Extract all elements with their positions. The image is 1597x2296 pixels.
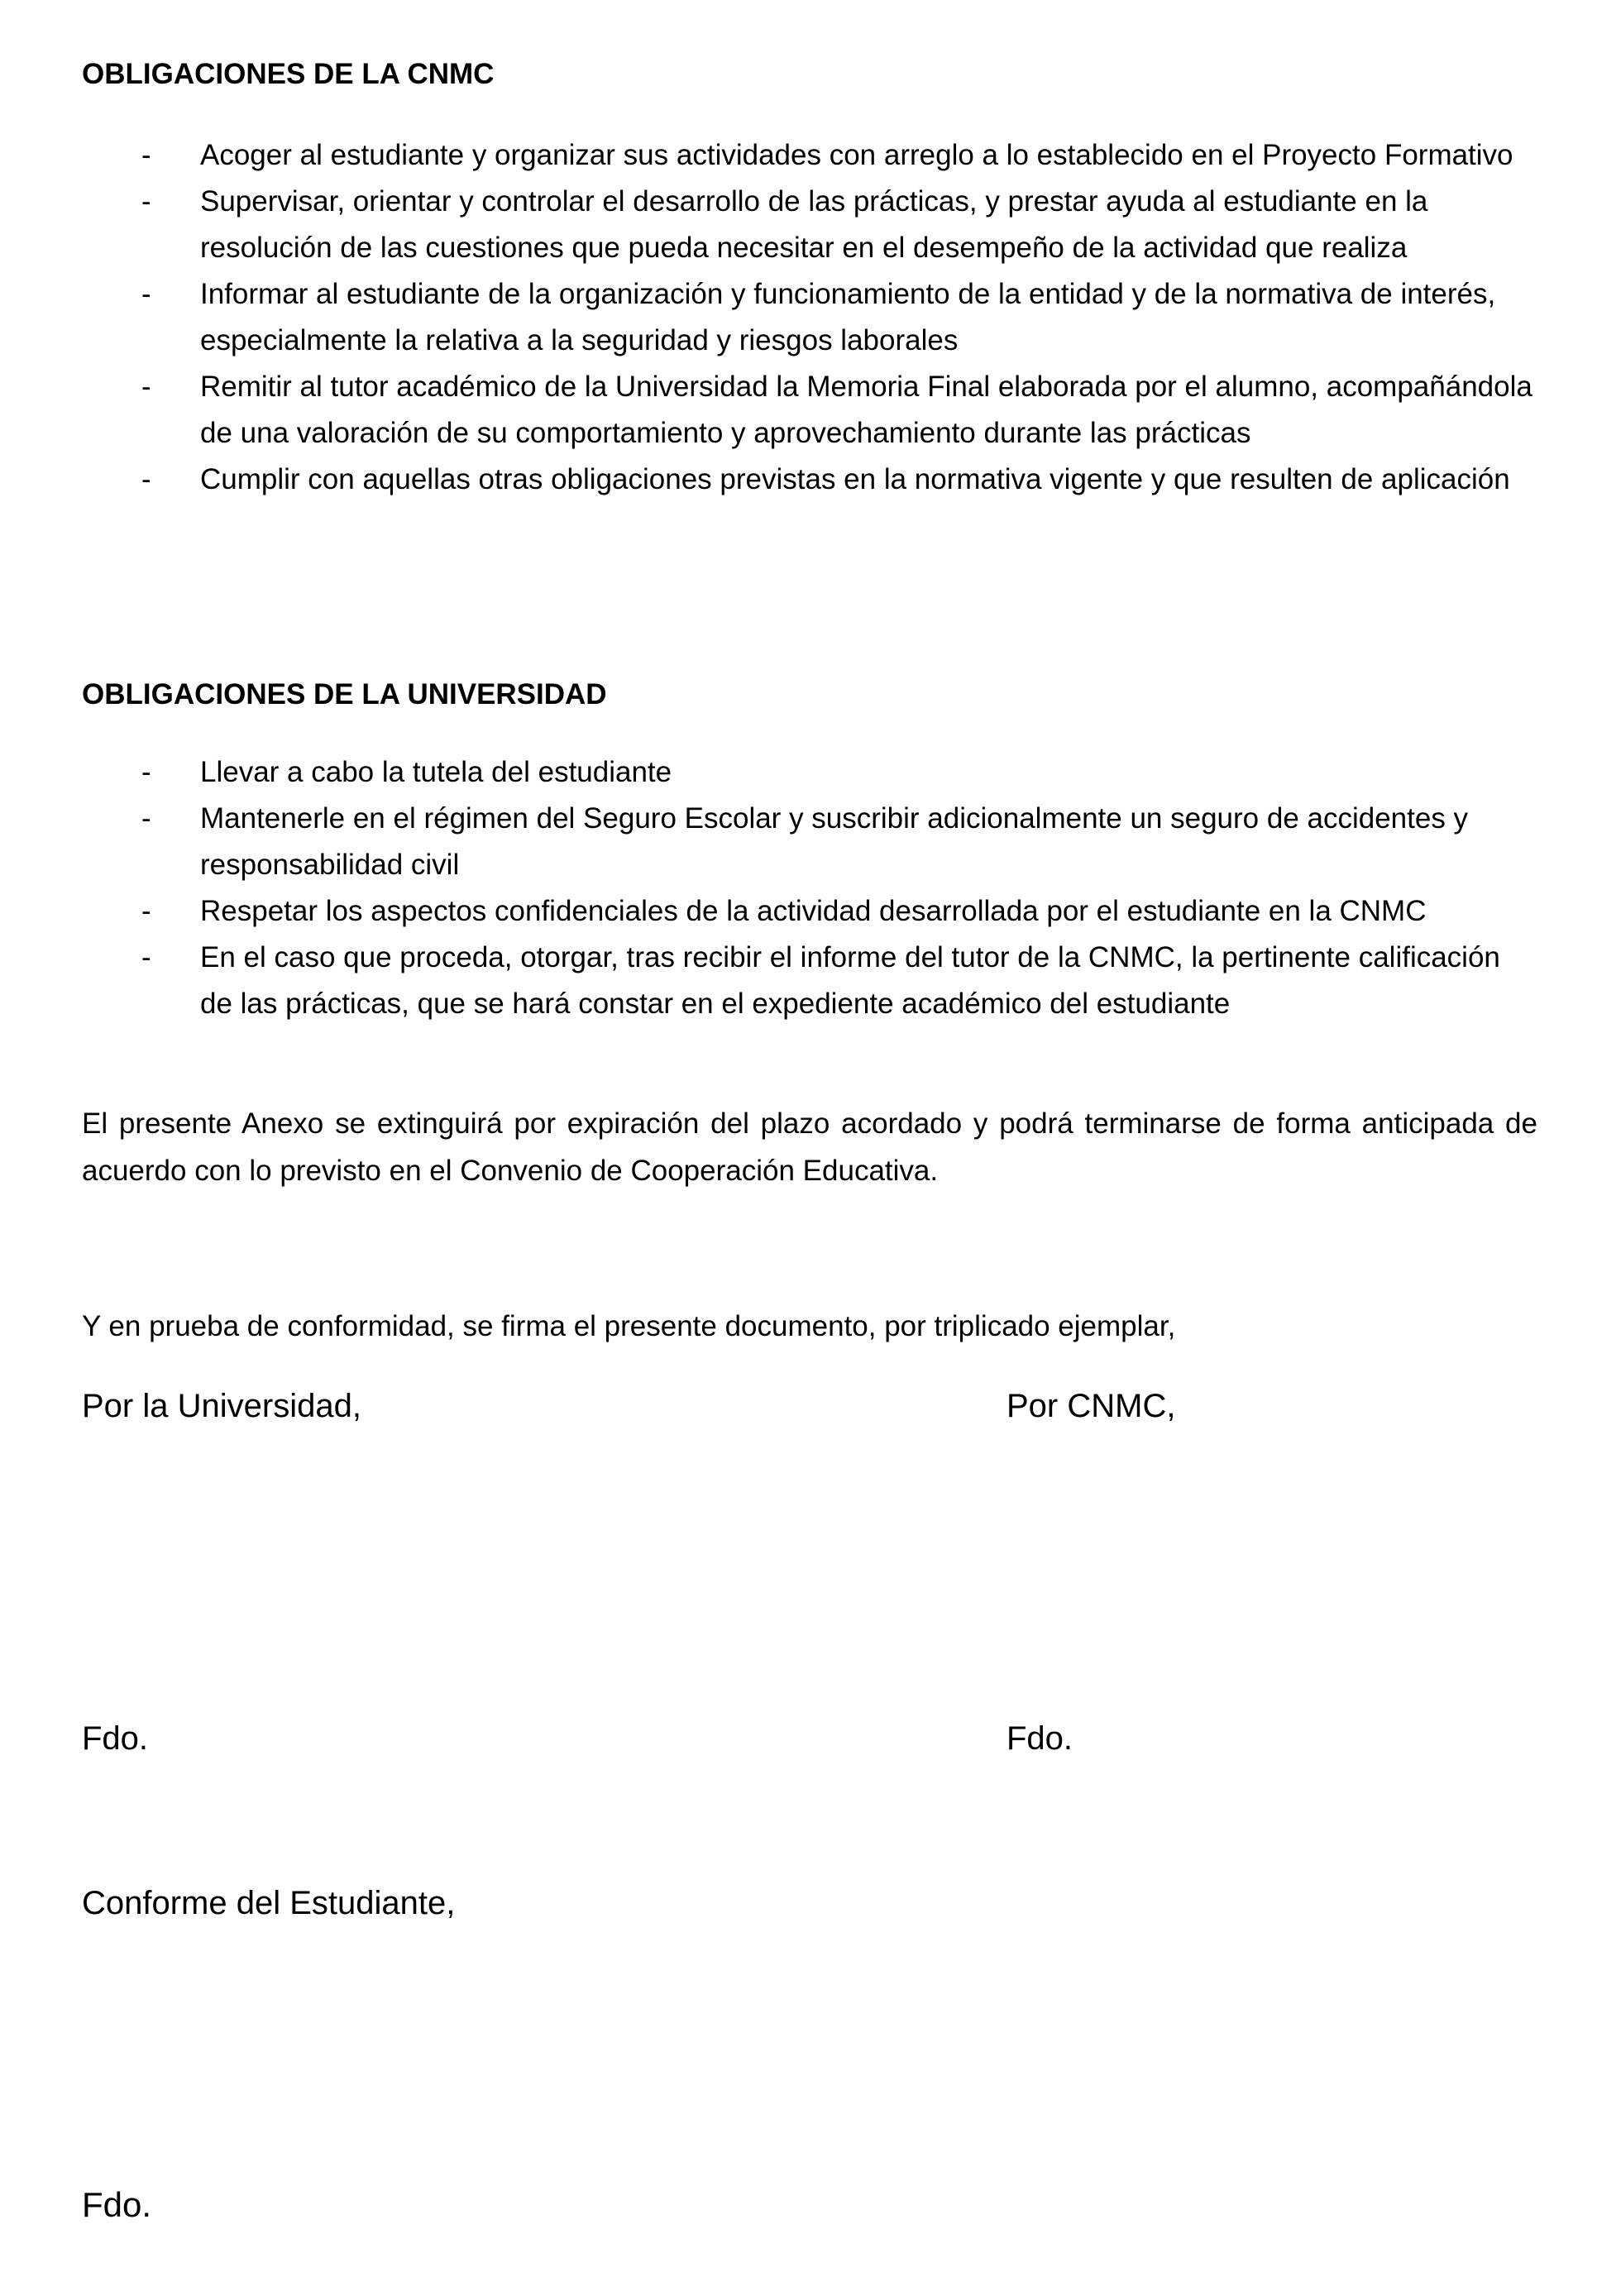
signature-label-cnmc: Por CNMC, <box>1006 1388 1176 1424</box>
signature-fdo-universidad: Fdo. <box>82 1720 149 1757</box>
bullet-dash: - <box>141 278 151 310</box>
bullet-dash: - <box>141 895 151 927</box>
list-item: - Remitir al tutor académico de la Universidad la Memoria Final elaborada por el alumno, acompañándola de una valoración de su comportamiento y aprovechamiento durante las prácticas <box>82 364 1537 457</box>
bullet-dash: - <box>141 463 151 495</box>
list-item: - Informar al estudiante de la organización y funcionamiento de la entidad y de la normativa de interés, especialmente la relativa a la seguridad y riesgos laborales <box>82 271 1537 364</box>
bullet-dash: - <box>141 185 151 218</box>
signature-fdo-estudiante: Fdo. <box>82 2185 152 2224</box>
cnmc-obligations-list <box>82 132 1537 503</box>
list-item: - Llevar a cabo la tutela del estudiante <box>82 749 1537 796</box>
bullet-dash: - <box>141 756 151 788</box>
extincion-paragraph: El presente Anexo se extinguirá por expiración del plazo acordado y podrá terminarse de forma anticipada de acuerdo con lo previsto en el Convenio de Cooperación Educativa. <box>82 1107 1537 1187</box>
signature-label-estudiante: Conforme del Estudiante, <box>82 1885 456 1921</box>
list-item: - Mantenerle en el régimen del Seguro Escolar y suscribir adicionalmente un seguro de accidentes y responsabilidad civil <box>82 796 1537 888</box>
list-item: - Acoger al estudiante y organizar sus actividades con arreglo a lo establecido en el Proyecto Formativo <box>82 132 1537 179</box>
conformidad-paragraph: Y en prueba de conformidad, se firma el presente documento, por triplicado ejemplar, <box>82 1310 1176 1342</box>
signature-fdo-cnmc: Fdo. <box>1006 1720 1073 1757</box>
bullet-dash: - <box>141 371 151 403</box>
list-item: - Cumplir con aquellas otras obligaciones previstas en la normativa vigente y que resulten de aplicación <box>82 457 1537 503</box>
section-heading-universidad: OBLIGACIONES DE LA UNIVERSIDAD <box>82 678 607 710</box>
section-heading-cnmc: OBLIGACIONES DE LA CNMC <box>82 58 495 90</box>
list-item: - Respetar los aspectos confidenciales de la actividad desarrollada por el estudiante en la CNMC <box>82 888 1537 935</box>
bullet-dash: - <box>141 139 151 171</box>
bullet-dash: - <box>141 802 151 835</box>
universidad-obligations-list <box>82 749 1537 1027</box>
list-item: - Supervisar, orientar y controlar el desarrollo de las prácticas, y prestar ayuda al estudiante en la resolución de las cuestiones que pueda necesitar en el desempeño de la actividad que realiza <box>82 179 1537 271</box>
bullet-dash: - <box>141 941 151 973</box>
list-item: - En el caso que proceda, otorgar, tras recibir el informe del tutor de la CNMC, la pertinente calificación de las prácticas, que se hará constar en el expediente académico del estudiante <box>82 935 1537 1027</box>
signature-label-universidad: Por la Universidad, <box>82 1388 361 1424</box>
